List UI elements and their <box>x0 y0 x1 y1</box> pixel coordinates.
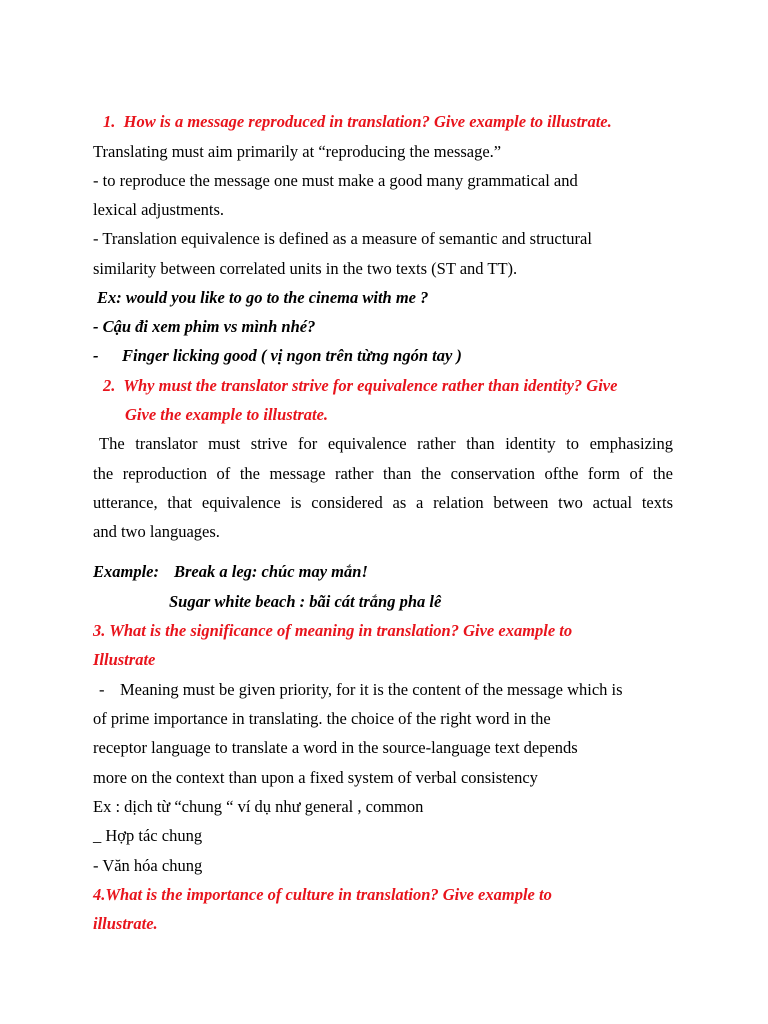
q1-line-3: lexical adjustments. <box>93 200 225 219</box>
q1-line-4: - Translation equivalence is defined as a measure of semantic and structural <box>93 229 592 248</box>
q1-title: How is a message reproduced in translation? Give example to illustrate. <box>123 112 612 131</box>
q2-number: 2. <box>103 376 116 395</box>
q1-example-1: Ex: would you like to go to the cinema with me ? <box>97 288 429 307</box>
q1-heading <box>103 112 612 132</box>
q3-body-3: receptor language to translate a word in the source-language text depends <box>93 738 578 757</box>
q1-example-2: - Cậu đi xem phim vs mình nhé? <box>93 317 316 336</box>
q3-title-line-2: Illustrate <box>93 650 156 669</box>
q3-body-7: - Văn hóa chung <box>93 856 203 875</box>
q1-line-2: - to reproduce the message one must make a good many grammatical and <box>93 171 578 190</box>
q1-example-3-dash: - <box>93 346 99 365</box>
q2-example-1: Break a leg: chúc may mắn! <box>174 562 368 581</box>
q1-number: 1. <box>103 112 116 131</box>
q2-body-1: The translator must strive for equivalence rather than identity to emphasizing <box>99 434 673 453</box>
q3-body-1: Meaning must be given priority, for it is the content of the message which is <box>120 680 623 699</box>
q3-body-5: Ex : dịch từ “chung “ ví dụ như general , common <box>93 797 424 816</box>
q4-title-line-2: illustrate. <box>93 914 158 933</box>
q2-body-2: the reproduction of the message rather than the conservation ofthe form of the <box>93 464 673 483</box>
q2-body-3: utterance, that equivalence is considered as a relation between two actual texts <box>93 493 673 512</box>
q1-line-1: Translating must aim primarily at “reproducing the message.” <box>93 142 502 161</box>
q2-example-2: Sugar white beach : bãi cát trắng pha lê <box>169 592 442 611</box>
q2-title-line-2: Give the example to illustrate. <box>125 405 329 424</box>
q3-dash: - <box>99 680 105 699</box>
q1-example-3: Finger licking good ( vị ngon trên từng ngón tay ) <box>122 346 462 365</box>
q3-body-6: _ Hợp tác chung <box>93 826 203 845</box>
q1-line-5: similarity between correlated units in the two texts (ST and TT). <box>93 259 518 278</box>
q2-body-4: and two languages. <box>93 522 220 541</box>
q3-body-2: of prime importance in translating. the choice of the right word in the <box>93 709 551 728</box>
q2-example-label: Example: <box>93 562 159 581</box>
q3-title-line-1: 3. What is the significance of meaning in translation? Give example to <box>93 621 573 640</box>
q2-title-line-1: Why must the translator strive for equivalence rather than identity? Give <box>123 376 618 395</box>
q3-body-4: more on the context than upon a fixed system of verbal consistency <box>93 768 538 787</box>
q2-heading <box>103 376 617 396</box>
q4-title-line-1: 4.What is the importance of culture in translation? Give example to <box>93 885 552 904</box>
